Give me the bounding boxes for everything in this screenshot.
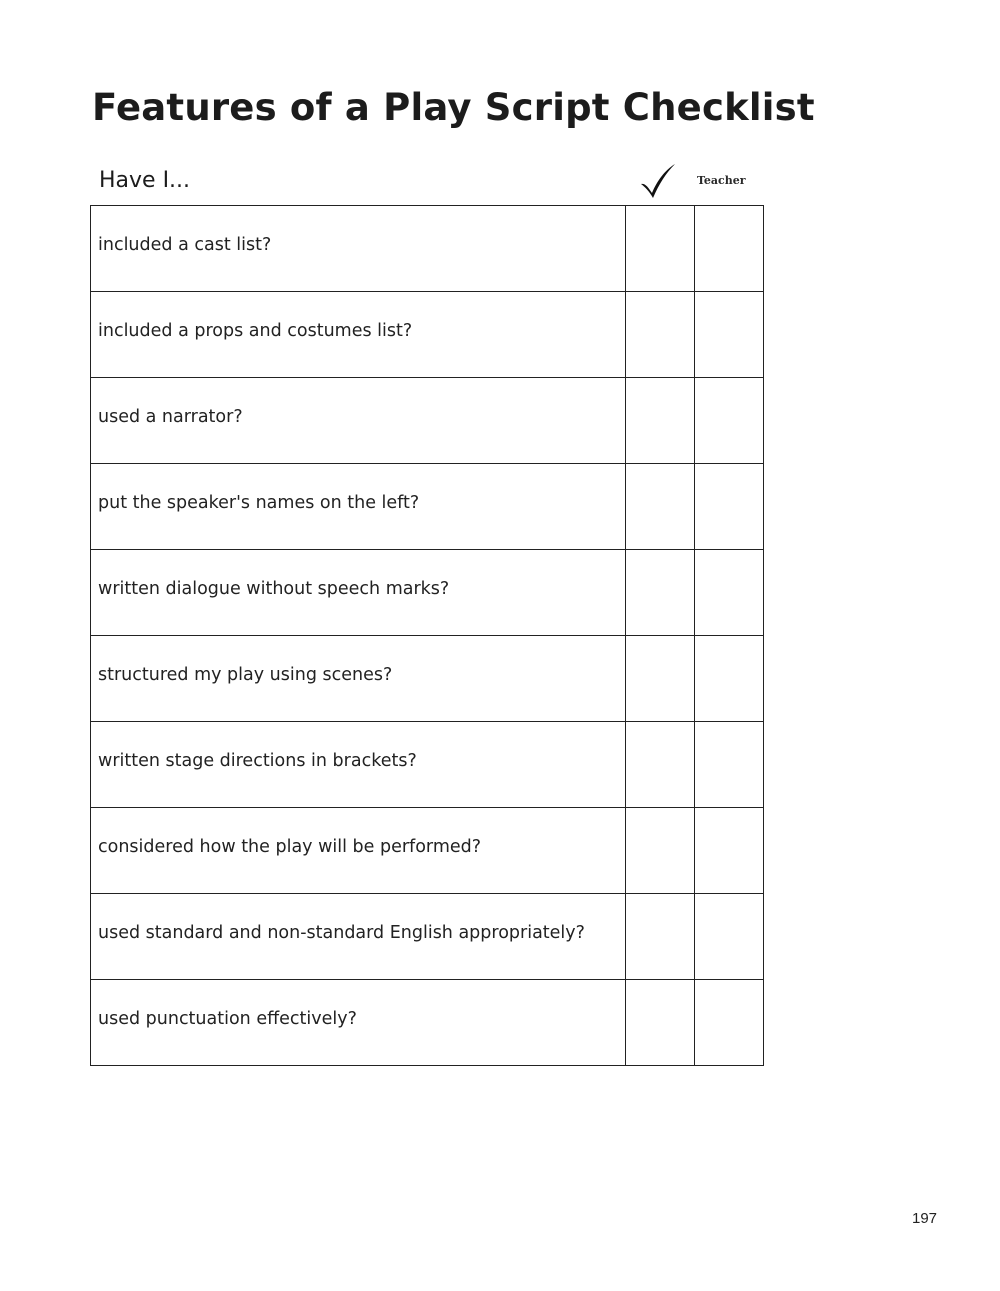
teacher-check-box[interactable] xyxy=(695,722,764,808)
table-row xyxy=(91,292,764,378)
checkmark-icon xyxy=(637,162,677,200)
question-text: written dialogue without speech marks? xyxy=(91,550,626,636)
question-text: used standard and non-standard English appropriately? xyxy=(91,894,626,980)
teacher-check-box[interactable] xyxy=(695,808,764,894)
self-check-box[interactable] xyxy=(626,894,695,980)
have-i-label: Have I... xyxy=(99,168,191,193)
table-row xyxy=(91,206,764,292)
teacher-check-box[interactable] xyxy=(695,206,764,292)
table-row xyxy=(91,464,764,550)
checklist-header xyxy=(92,160,760,206)
question-text: structured my play using scenes? xyxy=(91,636,626,722)
self-check-box[interactable] xyxy=(626,980,695,1066)
checklist-table xyxy=(90,205,764,1066)
question-text: put the speaker's names on the left? xyxy=(91,464,626,550)
table-row xyxy=(91,550,764,636)
teacher-column-label: Teacher xyxy=(697,174,746,187)
self-check-box[interactable] xyxy=(626,808,695,894)
self-check-box[interactable] xyxy=(626,464,695,550)
self-check-box[interactable] xyxy=(626,550,695,636)
self-check-box[interactable] xyxy=(626,292,695,378)
teacher-check-box[interactable] xyxy=(695,636,764,722)
self-check-box[interactable] xyxy=(626,636,695,722)
question-text: included a props and costumes list? xyxy=(91,292,626,378)
table-row xyxy=(91,894,764,980)
page-title: Features of a Play Script Checklist xyxy=(92,86,815,129)
question-text: considered how the play will be performed? xyxy=(91,808,626,894)
teacher-check-box[interactable] xyxy=(695,464,764,550)
question-text: included a cast list? xyxy=(91,206,626,292)
table-row xyxy=(91,636,764,722)
question-text: used punctuation effectively? xyxy=(91,980,626,1066)
self-check-box[interactable] xyxy=(626,206,695,292)
table-row xyxy=(91,722,764,808)
teacher-check-box[interactable] xyxy=(695,378,764,464)
teacher-check-box[interactable] xyxy=(695,980,764,1066)
question-text: used a narrator? xyxy=(91,378,626,464)
self-check-box[interactable] xyxy=(626,722,695,808)
teacher-check-box[interactable] xyxy=(695,292,764,378)
question-text: written stage directions in brackets? xyxy=(91,722,626,808)
table-row xyxy=(91,980,764,1066)
table-row xyxy=(91,808,764,894)
table-row xyxy=(91,378,764,464)
teacher-check-box[interactable] xyxy=(695,550,764,636)
page-number: 197 xyxy=(912,1210,938,1227)
self-check-box[interactable] xyxy=(626,378,695,464)
teacher-check-box[interactable] xyxy=(695,894,764,980)
